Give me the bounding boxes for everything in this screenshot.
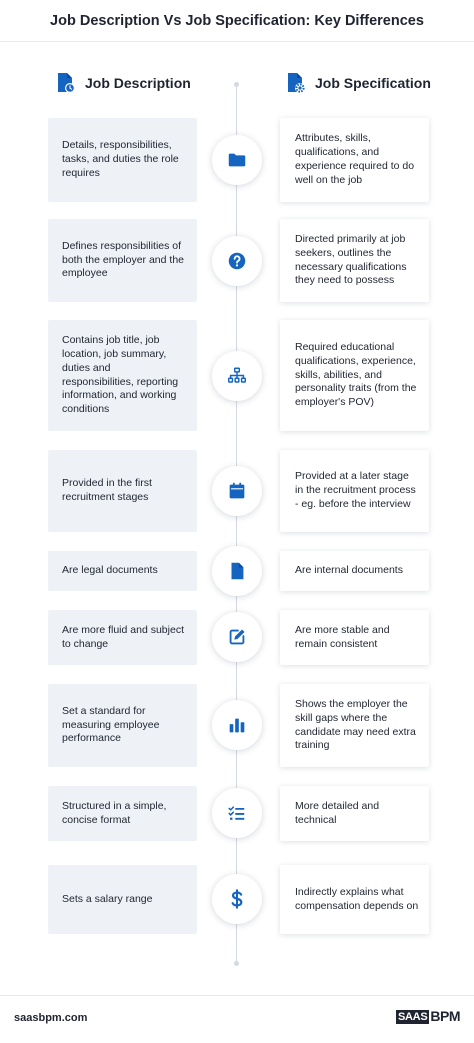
row-5-node <box>212 546 262 596</box>
row-2-description: Defines responsibilities of both the employer and the employee <box>48 219 197 302</box>
bar-chart-icon <box>226 714 248 736</box>
column-header-job-description <box>56 72 191 94</box>
doc-clock-icon <box>56 72 76 94</box>
row-7-node <box>212 700 262 750</box>
timeline-end-dot <box>234 961 239 966</box>
document-icon <box>226 560 248 582</box>
edit-icon <box>226 626 248 648</box>
site-url[interactable]: saasbpm.com <box>14 1012 88 1024</box>
row-7-description: Set a standard for measuring employee performance <box>48 684 197 767</box>
column-label: Job Specification <box>315 75 431 91</box>
saasbpm-logo <box>396 1008 460 1024</box>
row-2-node <box>212 236 262 286</box>
footer <box>0 995 474 1043</box>
checklist-icon <box>226 802 248 824</box>
row-4-specification: Provided at a later stage in the recruitment process - eg. before the interview <box>280 450 429 532</box>
row-5-description: Are legal documents <box>48 551 197 591</box>
row-3-specification: Required educational qualifications, experience, skills, abilities, and personality traits (from the employer's POV) <box>280 320 429 431</box>
row-8-specification: More detailed and technical <box>280 786 429 841</box>
column-label: Job Description <box>85 75 191 91</box>
row-3-description: Contains job title, job location, job summary, duties and responsibilities, reporting information, and working conditions <box>48 320 197 431</box>
logo-bpm-text: BPM <box>430 1008 460 1024</box>
doc-gear-icon <box>286 72 306 94</box>
row-3-node <box>212 351 262 401</box>
logo-saas-text: SAAS <box>398 1011 428 1023</box>
row-5-specification: Are internal documents <box>280 551 429 591</box>
row-6-node <box>212 612 262 662</box>
row-8-description: Structured in a simple, concise format <box>48 786 197 841</box>
row-1-specification: Attributes, skills, qualifications, and experience required to do well on the job <box>280 118 429 202</box>
row-6-description: Are more fluid and subject to change <box>48 610 197 665</box>
header <box>0 0 474 42</box>
row-6-specification: Are more stable and remain consistent <box>280 610 429 665</box>
row-4-node <box>212 466 262 516</box>
column-header-job-specification <box>286 72 431 94</box>
row-9-node <box>212 874 262 924</box>
row-4-description: Provided in the first recruitment stages <box>48 450 197 532</box>
dollar-icon <box>226 888 248 910</box>
calendar-icon <box>226 480 248 502</box>
folder-icon <box>226 149 248 171</box>
row-2-specification: Directed primarily at job seekers, outlines the necessary qualifications they need to possess <box>280 219 429 302</box>
page-title: Job Description Vs Job Specification: Key Differences <box>50 12 424 29</box>
question-icon <box>226 250 248 272</box>
row-7-specification: Shows the employer the skill gaps where the candidate may need extra training <box>280 684 429 767</box>
row-9-specification: Indirectly explains what compensation depends on <box>280 865 429 934</box>
timeline-start-dot <box>234 82 239 87</box>
row-1-node <box>212 135 262 185</box>
row-8-node <box>212 788 262 838</box>
row-1-description: Details, responsibilities, tasks, and duties the role requires <box>48 118 197 202</box>
org-chart-icon <box>226 365 248 387</box>
row-9-description: Sets a salary range <box>48 865 197 934</box>
